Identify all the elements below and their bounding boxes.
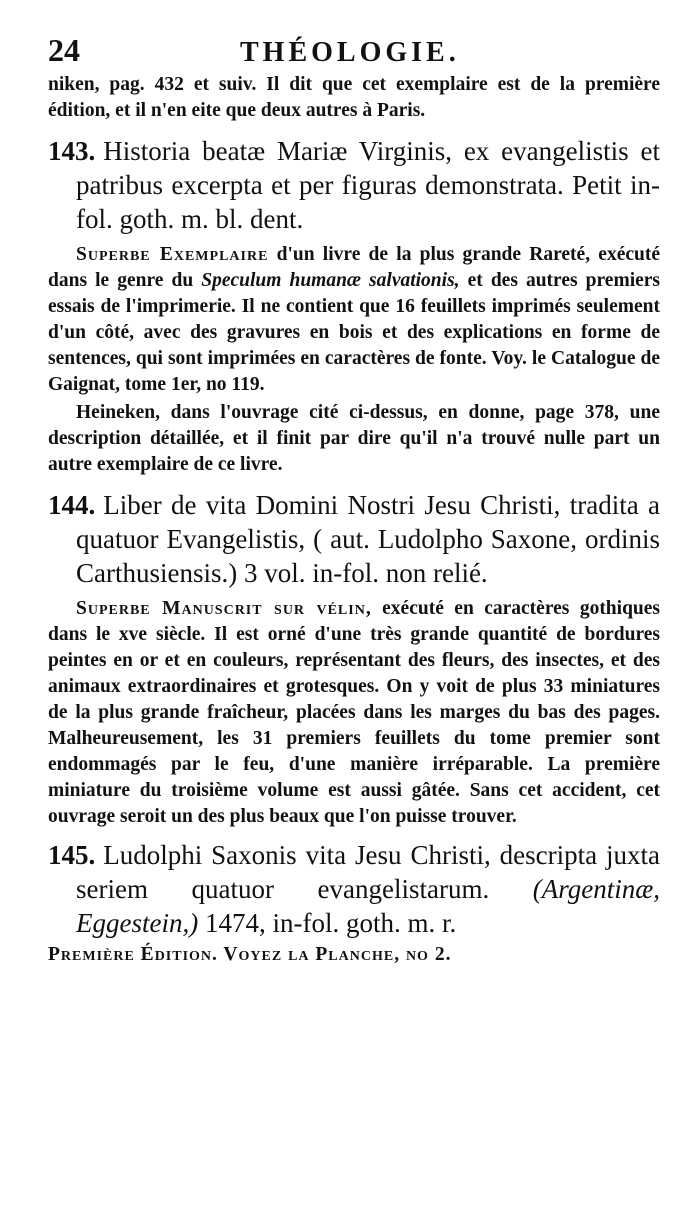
entry-description-text: exécuté en caractères gothiques dans le xve siècle. Il est orné d'une très grande quantité de bordures peintes en or et en couleurs, représentant des fleurs, des insectes, et des animaux extraordinaires et grotesques. On y voit de plus 33 miniatures de la plus grande fraîcheur, placées dans les marges du bas des pages. Malheureusement, les 31 premiers feuillets du tome premier sont endommagés par le feu, d'une manière irréparable. La première miniature du troisième volume est aussi gâtée. Sans cet accident, cet ouvrage seroit un des plus beaux que l'on puisse trouver. — [48, 598, 661, 827]
entry-heading — [48, 838, 660, 940]
entry-description — [48, 596, 660, 830]
entry-description-secondary: Heineken, dans l'ouvrage cité ci-dessus, en donne, page 378, une description détaillée, et il finit par dire qu'il n'a trouvé nulle part un autre exemplaire de ce livre. — [48, 402, 660, 475]
intro-note-line-2: première édition, et il n'en eite que deux autres à Paris. — [48, 74, 661, 121]
intro-note — [48, 72, 660, 124]
entry-description-italic: Speculum humanæ salvationis, — [201, 270, 460, 291]
page-number: 24 — [48, 32, 80, 68]
entry-heading — [48, 134, 660, 236]
catalog-entry-143 — [48, 134, 660, 478]
entry-heading — [48, 488, 660, 590]
page-header — [48, 34, 660, 72]
entry-number: 143. — [48, 136, 96, 166]
entry-description-text: d'un livre de la plus grande Rareté, exécuté dans le genre du — [48, 244, 661, 291]
entry-description-lead: Superbe Exemplaire — [76, 244, 269, 265]
catalog-entry-145 — [48, 838, 660, 968]
entry-format: 1474, in-fol. goth. m. r. — [204, 908, 457, 938]
entry-number: 145. — [48, 840, 96, 870]
entry-footer-note: Première Édition. Voyez la Planche, no 2. — [48, 944, 452, 965]
book-page — [48, 34, 660, 968]
entry-description — [48, 242, 660, 398]
entry-number: 144. — [48, 490, 96, 520]
entry-title: Liber de vita Domini Nostri Jesu Christi, tradita a quatuor Evangelistis, ( aut. Ludolpho Saxone, ordinis Carthusiensis.) 3 vol. in-fol. non relié. — [76, 490, 660, 588]
entry-description-lead: Superbe Manuscrit sur vélin, — [76, 598, 372, 619]
entry-description-text-continued: et des autres premiers essais de l'imprimerie. Il ne contient que 16 feuillets imprimés seulement d'un côté, avec des gravures en bois et des explications en forme de sentences, qui sont imprimées en caractères de fonte. Voy. le Catalogue de Gaignat, tome 1er, no 119. — [48, 270, 661, 395]
running-title: THÉOLOGIE. — [240, 37, 460, 68]
entry-title: Historia beatæ Mariæ Virginis, ex evangelistis et patribus excerpta et per figuras demonstrata. Petit in-fol. goth. m. bl. dent. — [76, 136, 660, 234]
entry-title: Ludolphi Saxonis vita Jesu Christi, descripta juxta seriem quatuor evangelistarum. — [76, 840, 660, 904]
intro-note-line-1: niken, pag. 432 et suiv. Il dit que cet exemplaire est de la — [48, 74, 575, 95]
entry-imprint: (Argentinæ, Eggestein,) — [76, 874, 661, 938]
catalog-entry-144 — [48, 488, 660, 830]
